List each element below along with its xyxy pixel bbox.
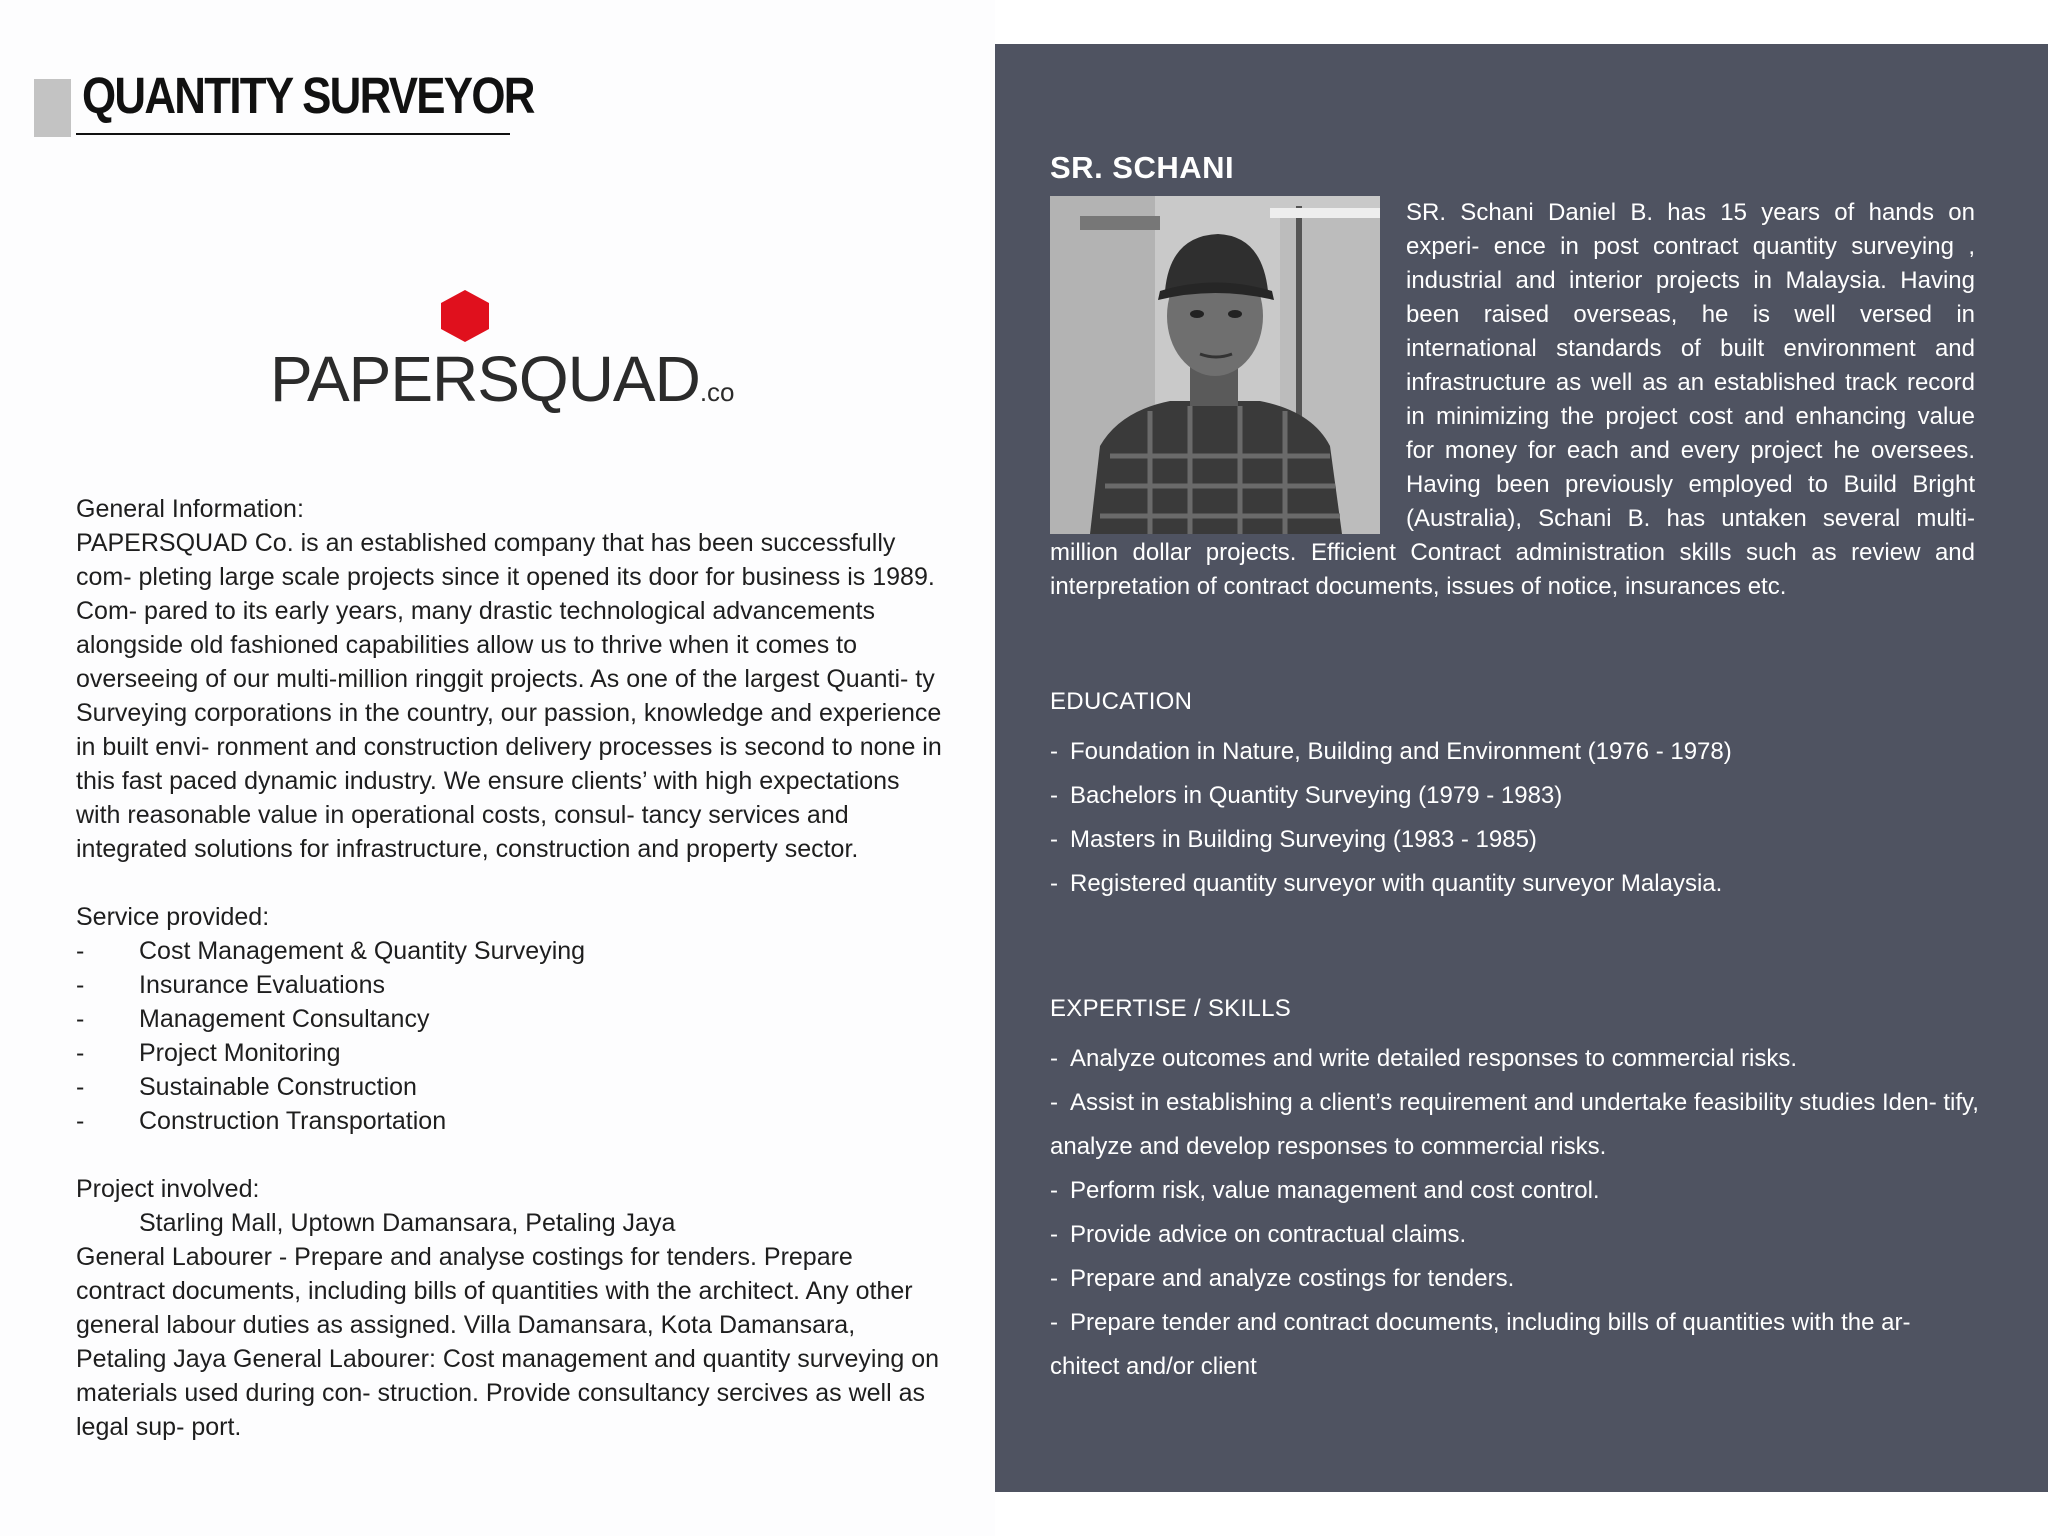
- education-item: Masters in Building Surveying (1983 - 1985): [1070, 826, 1537, 853]
- title-marker: [34, 79, 71, 137]
- profile-name: SR. SCHANI: [1050, 150, 1235, 185]
- list-item: - Registered quantity surveyor with quantity surveyor Malaysia.: [1050, 870, 1723, 897]
- skill-item: Prepare and analyze costings for tenders.: [1070, 1265, 1515, 1292]
- services-list: [76, 934, 585, 1138]
- logo-name: PAPERSQUAD: [270, 343, 700, 415]
- company-column: [0, 0, 995, 1536]
- list-item: - Project Monitoring: [76, 1036, 585, 1070]
- bio-text: SR. Schani Daniel B. has 15 years of hands on experi- ence in post contract quantity surveying , industrial and interior projects in Malaysia. Having been raised overseas, he is well versed in international standards of built environment and infrastructure as well as an established track record in minimizing the project cost and enhancing value for money for each and every project he oversees. Having been previously employed to Build Bright (Australia), Schani B. has untaken several multi-million dollar projects. Efficient Contract administration skills such as review and interpretation of contract documents, issues of notice, insurances etc.: [1050, 199, 1975, 600]
- list-item: - Prepare and analyze costings for tenders.: [1050, 1265, 1515, 1292]
- skill-item: Analyze outcomes and write detailed responses to commercial risks.: [1070, 1045, 1797, 1072]
- list-item: - Masters in Building Surveying (1983 - 1985): [1050, 826, 1537, 853]
- list-item: - Sustainable Construction: [76, 1070, 585, 1104]
- page-title: QUANTITY SURVEYOR: [82, 67, 534, 124]
- education-item: Registered quantity surveyor with quantity surveyor Malaysia.: [1070, 870, 1723, 897]
- list-item: - Foundation in Nature, Building and Environment (1976 - 1978): [1050, 738, 1732, 765]
- list-item: - Cost Management & Quantity Surveying: [76, 934, 585, 968]
- hexagon-icon: [440, 290, 490, 342]
- service-item: Management Consultancy: [139, 1005, 430, 1033]
- project-text: General Labourer - Prepare and analyse costings for tenders. Prepare contract documents, including bills of quantities with the architect. Any other general labour duties as assigned. Villa Damansara, Kota Damansara, Petaling Jaya General Labourer: Cost management and quantity surveying on materials used during con- struction. Provide consultancy sercives as well as legal sup- port.: [76, 1243, 940, 1441]
- general-info-text: PAPERSQUAD Co. is an established company that has been successfully com- pleting large scale projects since it opened its door for business is 1989. Com- pared to its early years, many drastic technological advancements alongside old fashioned capabilities allow us to thrive when it comes to overseeing of our multi-million ringgit projects. As one of the largest Quanti- ty Surveying corporations in the country, our passion, knowledge and experience in built envi- ronment and construction delivery processes is second to none in this fast paced dynamic industry. We ensure clients’ with high expectations with reasonable value in operational costs, consul- tancy services and integrated solutions for infrastructure, construction and property sector.: [76, 529, 942, 863]
- title-underline: [76, 133, 510, 135]
- skill-item: Assist in establishing a client’s requirement and undertake feasibility studies Iden- tify, analyze and develop responses to commercial risks.: [1050, 1089, 1979, 1160]
- service-item: Construction Transportation: [139, 1107, 447, 1135]
- profile-photo: [1050, 196, 1380, 534]
- list-item: - Prepare tender and contract documents, including bills of quantities with the ar- chitect and/or client: [1050, 1309, 1911, 1380]
- list-item: - Management Consultancy: [76, 1002, 585, 1036]
- education-item: Foundation in Nature, Building and Environment (1976 - 1978): [1070, 738, 1732, 765]
- list-item: - Assist in establishing a client’s requirement and undertake feasibility studies Iden- tify, analyze and develop responses to commercial risks.: [1050, 1089, 1979, 1160]
- list-item: - Perform risk, value management and cost control.: [1050, 1177, 1600, 1204]
- company-logo: [270, 290, 735, 430]
- portrait-photo: [1050, 196, 1380, 534]
- skill-item: Prepare tender and contract documents, including bills of quantities with the ar- chitect and/or client: [1050, 1309, 1911, 1380]
- skills-heading: EXPERTISE / SKILLS: [1050, 995, 1292, 1022]
- profile-panel: [995, 44, 2048, 1492]
- skill-item: Provide advice on contractual claims.: [1070, 1221, 1467, 1248]
- list-item: - Analyze outcomes and write detailed responses to commercial risks.: [1050, 1045, 1797, 1072]
- service-item: Sustainable Construction: [139, 1073, 417, 1101]
- education-heading: EDUCATION: [1050, 688, 1193, 715]
- education-list: [1050, 730, 1975, 906]
- projects-label: Project involved:: [76, 1175, 260, 1203]
- list-item: - Provide advice on contractual claims.: [1050, 1221, 1467, 1248]
- service-item: Insurance Evaluations: [139, 971, 385, 999]
- list-item: - Construction Transportation: [76, 1104, 585, 1138]
- education-item: Bachelors in Quantity Surveying (1979 - 1983): [1070, 782, 1563, 809]
- logo-wordmark: [270, 342, 735, 416]
- services-label: Service provided:: [76, 903, 270, 931]
- logo-suffix: .co: [699, 377, 735, 407]
- service-item: Cost Management & Quantity Surveying: [139, 937, 586, 965]
- project-name: Starling Mall, Uptown Damansara, Petaling Jaya: [139, 1209, 676, 1237]
- bio-block: [1050, 196, 1975, 604]
- general-info-label: General Information:: [76, 495, 304, 523]
- service-item: Project Monitoring: [139, 1039, 341, 1067]
- skills-list: [1050, 1037, 1980, 1389]
- skill-item: Perform risk, value management and cost control.: [1070, 1177, 1600, 1204]
- list-item: - Insurance Evaluations: [76, 968, 585, 1002]
- list-item: - Bachelors in Quantity Surveying (1979 - 1983): [1050, 782, 1563, 809]
